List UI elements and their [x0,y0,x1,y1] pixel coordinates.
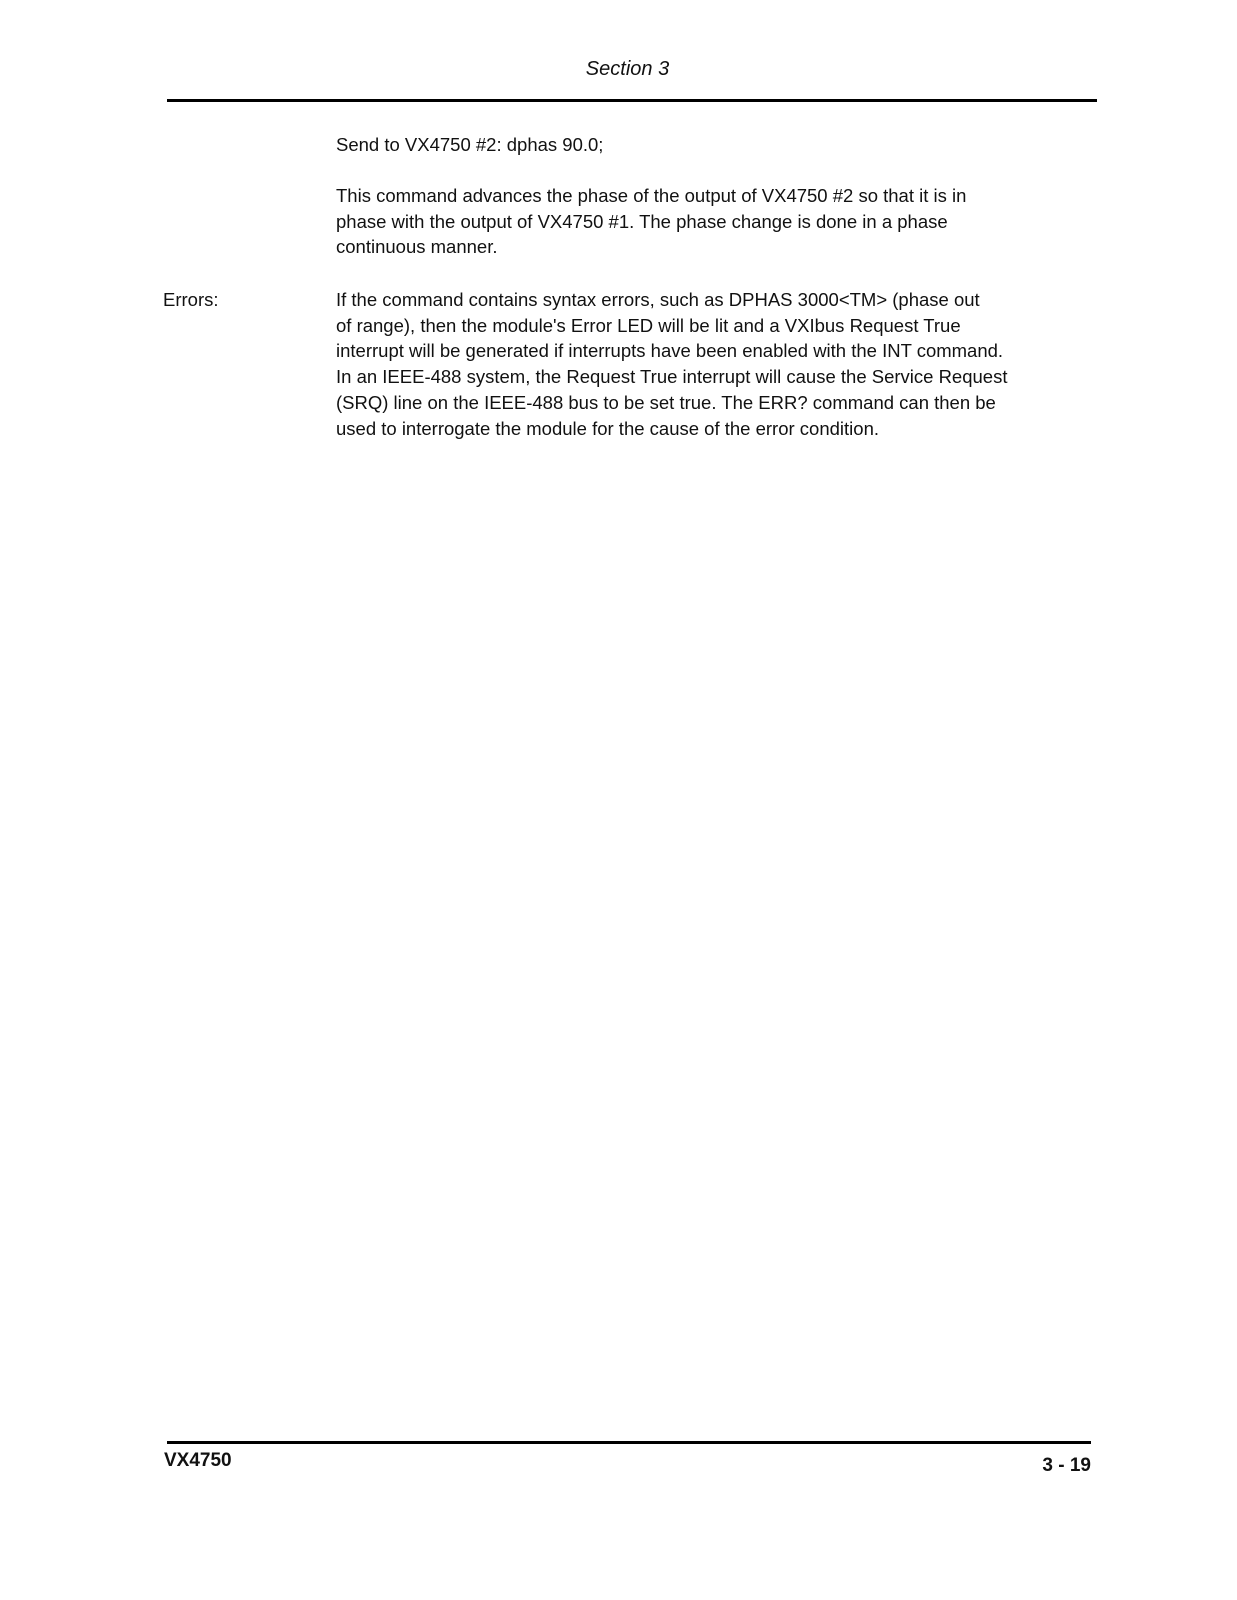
phase-paragraph-line: continuous manner. [336,236,498,258]
errors-paragraph-line: interrupt will be generated if interrupts have been enabled with the INT command. [336,340,1004,362]
errors-paragraph-line: If the command contains syntax errors, such as DPHAS 3000<TM> (phase out [336,289,980,310]
header-rule [167,99,1097,102]
phase-paragraph-line: This command advances the phase of the output of VX4750 #2 so that it is in [336,185,967,206]
phase-description-paragraph [336,183,1106,260]
phase-paragraph-line: phase with the output of VX4750 #1. The phase change is done in a phase [336,210,948,232]
errors-paragraph-line: In an IEEE-488 system, the Request True interrupt will cause the Service Request [336,366,1008,388]
errors-paragraph-line: (SRQ) line on the IEEE-488 bus to be set true. The ERR? command can then be [336,391,996,413]
footer-page-number: 3 - 19 [1042,1455,1091,1476]
errors-paragraph-line: used to interrogate the module for the cause of the error condition. [336,417,879,439]
footer-rule [167,1441,1091,1444]
errors-paragraph [336,287,1106,441]
footer-model: VX4750 [164,1450,232,1471]
errors-paragraph-line: of range), then the module's Error LED will be lit and a VXIbus Request True [336,314,961,336]
section-title: Section 3 [585,58,670,80]
send-command-line: Send to VX4750 #2: dphas 90.0; [336,134,604,155]
errors-label: Errors: [163,289,219,310]
